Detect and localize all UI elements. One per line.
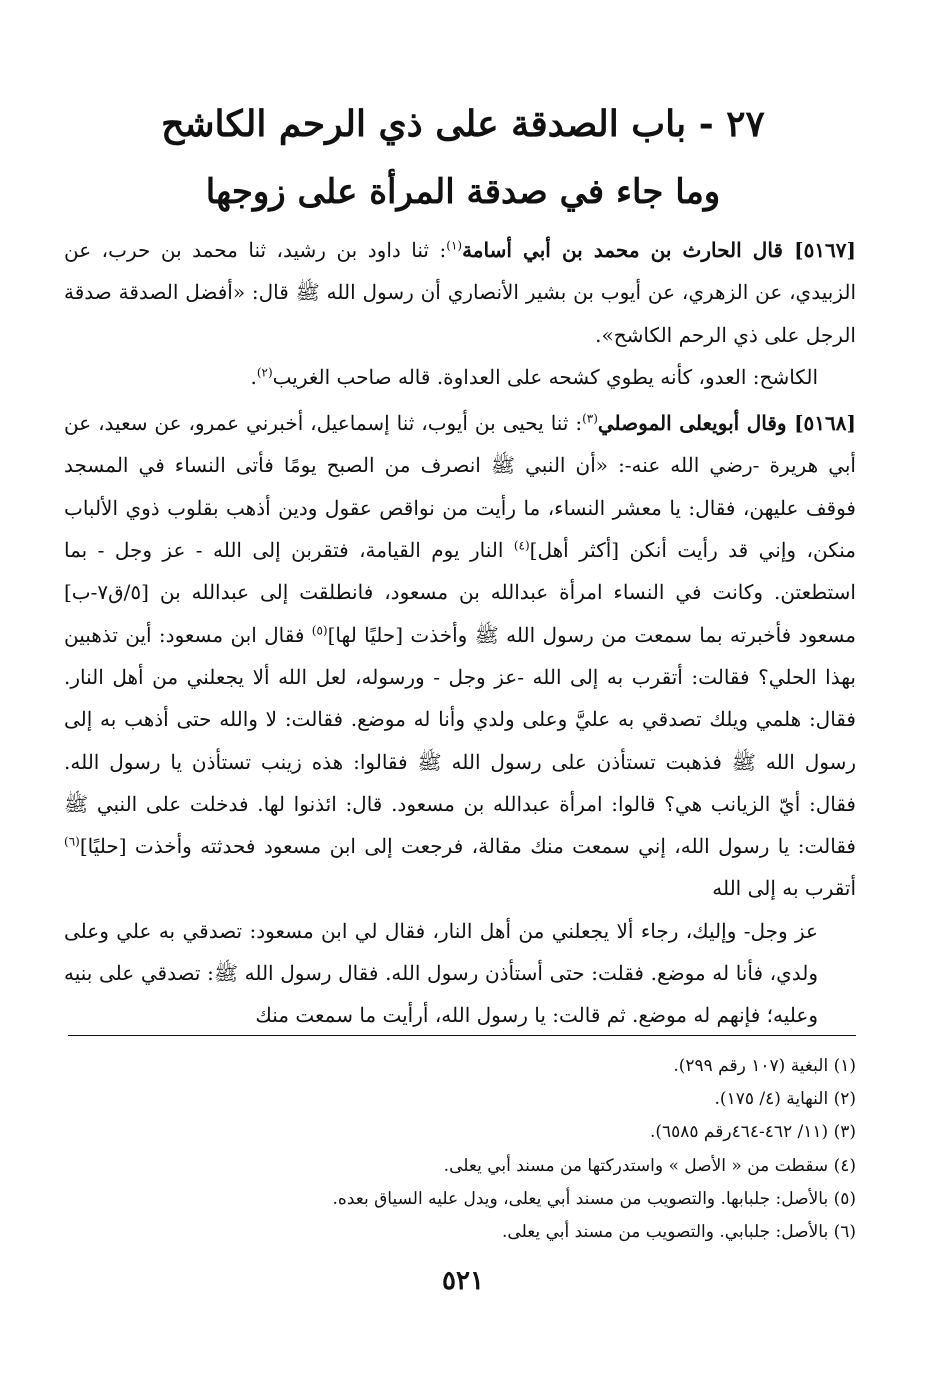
hadith-5168 xyxy=(64,402,856,910)
footnote-divider xyxy=(68,1035,856,1036)
main-text xyxy=(64,229,856,1037)
gloss-paragraph xyxy=(64,356,856,398)
narrator-lead: [٥١٦٧] قال الحارث بن محمد بن أبي أسامة xyxy=(462,238,856,262)
footnote-ref-2: (٢) xyxy=(256,365,273,380)
footnote-ref-5: (٥) xyxy=(311,623,328,638)
footnote-4: (٤) سقطت من « الأصل » واستدركتها من مسند أبي يعلى. xyxy=(443,1155,856,1176)
chapter-subtitle: وما جاء في صدقة المرأة على زوجها xyxy=(205,172,721,212)
footnote-6: (٦) بالأصل: جلبابي. والتصويب من مسند أبي يعلى. xyxy=(502,1222,856,1243)
footnote-ref-1: (١) xyxy=(446,238,463,253)
footnote-5: (٥) بالأصل: جلبابها. والتصويب من مسند أبي يعلى، ويدل عليه السياق بعده. xyxy=(332,1188,856,1209)
hadith-5167 xyxy=(64,229,856,356)
footnote-1: (١) البغية (١٠٧ رقم ٢٩٩). xyxy=(673,1056,856,1076)
hadith-text: عز وجل- وإليك، رجاء ألا يجعلني من أهل النار، فقال لي ابن مسعود: تصدقي به علي وعلى ولدي، فأنا له موضع. فقلت: حتى أستأذن رسول الله. فقال رسول الله ﷺ: تصدقي على بنيه وعليه؛ فإنهم له موضع. ثم قالت: يا رسول الله، أرأيت ما سمعت منك xyxy=(64,918,818,1028)
page-number: ٥٢١ xyxy=(442,1266,484,1296)
footnote-ref-6: (٦) xyxy=(64,834,80,849)
hadith-text: : ثنا داود بن رشيد، ثنا محمد بن حرب، عن الزبيدي، عن الزهري، عن أيوب بن بشير الأنصاري أن رسول الله ﷺ قال: «أفضل الصدقة صدقة الرجل على ذي الرحم الكاشح». xyxy=(64,238,857,347)
narrator-lead: [٥١٦٨] وقال أبويعلى الموصلي xyxy=(597,411,856,436)
hadith-text-2: النار يوم القيامة، فتقربن إلى الله - عز وجل - بما استطعتن. وكانت في النساء امرأة عبدالله بن مسعود، فانطلقت إلى عبدالله بن [٥/ق٧-ب] مسعود فأخبرته بما سمعت من رسول الله ﷺ وأخذت [حليًا لها] xyxy=(64,538,856,647)
hadith-continuation xyxy=(64,910,856,1037)
hadith-text-3: فقال ابن مسعود: أين تذهبين بهذا الحلي؟ فقالت: أتقرب به إلى الله -عز وجل - ورسوله، لعل الله ألا يجعلني من أهل النار. فقال: هلمي ويلك تصدقي به عليَّ وعلى ولدي وأنا له موضع. فقالت: لا والله حتى أذهب به إلى رسول الله ﷺ فذهبت تستأذن على رسول الله ﷺ فقالوا: هذه زينب تستأذن يا رسول الله. فقال: أيّ الزيانب هي؟ قالوا: امرأة عبدالله بن مسعود. قال: ائذنوا لها. فدخلت على النبي ﷺ فقالت: يا رسول الله، إني سمعت منك مقالة، فرجعت إلى ابن مسعود فحدثته وأخذت [حليًا] xyxy=(64,622,856,859)
footnote-ref-3: (٣) xyxy=(582,411,598,426)
chapter-title: ٢٧ - باب الصدقة على ذي الرحم الكاشح xyxy=(161,103,765,145)
footnote-3: (٣) (١١/ ٤٦٢-٤٦٤رقم ٦٥٨٥). xyxy=(649,1122,856,1143)
gloss-end: . xyxy=(250,364,257,389)
hadith-text-4: أتقرب به إلى الله xyxy=(712,876,856,901)
hadith-text: : ثنا يحيى بن أيوب، ثنا إسماعيل، أخبرني عمرو، عن سعيد، عن أبي هريرة -رضي الله عنه-: «أن النبي ﷺ انصرف من الصبح يومًا فأتى النساء في المسجد فوقف عليهن، فقال: يا معشر النساء، ما رأيت من نواقص عقول ودين أذهب بقلوب ذوي الألباب منكن، وإني قد رأيت أنكن [أكثر أهل] xyxy=(64,411,856,563)
footnote-ref-4: (٤) xyxy=(513,538,530,553)
gloss-text: الكاشح: العدو، كأنه يطوي كشحه على العداوة. قاله صاحب الغريب xyxy=(272,364,818,389)
footnotes xyxy=(64,1050,856,1249)
footnote-2: (٢) النهاية (٤/ ١٧٥). xyxy=(714,1089,856,1110)
